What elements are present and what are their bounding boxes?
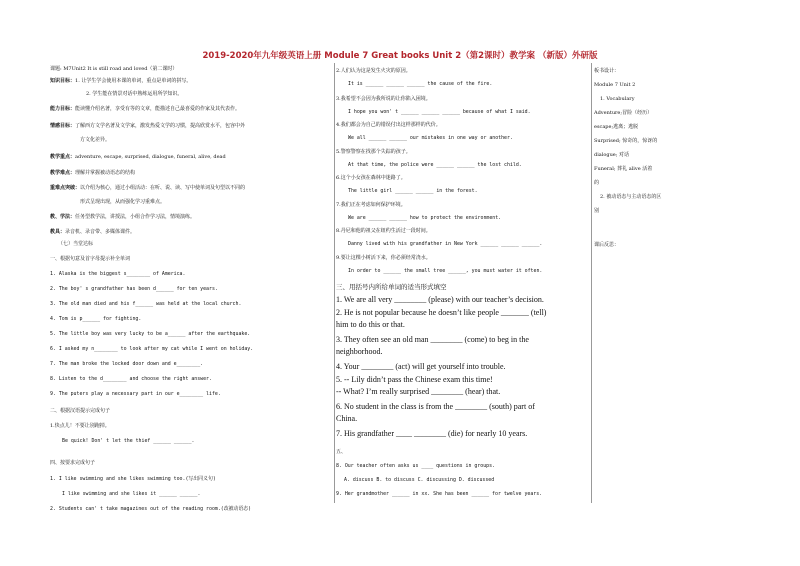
column-divider-left [334, 63, 335, 503]
sentence-answer: Be quick! Don' t let the thief ______ ______. [62, 438, 195, 444]
board-line: 1. Vocabulary [600, 96, 635, 102]
sentence-prompt: 1. I like swimming and she likes swimming too.(写出同义句) [50, 476, 216, 482]
sentence-prompt: 6.这个小女孩在森林中迷路了。 [336, 175, 406, 181]
materials-text: 录音机、录音带、多媒体课件。 [65, 229, 136, 235]
fill-question: -- What? I’m really surprised ________ (hear) that. [336, 387, 501, 396]
fill-question: 1. We are all very ________ (please) with our teacher’s decision. [336, 295, 544, 304]
question: 7. The man broke the locked door down and e________. [50, 361, 204, 367]
sentence-answer: In order to ______ the small tree ______, you must water it often. [348, 268, 543, 274]
sentence-answer: I hope you won' t ______ ______ ______ because of what I said. [348, 109, 531, 115]
board-line: escape;逃离；逃脱 [594, 124, 639, 130]
question: 5. The little boy was very lucky to be a______ after the earthquake. [50, 331, 251, 337]
exercise-heading: 五、 [336, 449, 347, 455]
sentence-answer: The little girl ______ ______ in the forest. [348, 188, 478, 194]
sentence-answer: We all ______ ______ our mistakes in one way or another. [348, 135, 513, 141]
question: 1. Alaska is the biggest s________ of America. [50, 271, 186, 277]
sentence-prompt: 3.我希望不会因为我所说的让你陷入困境。 [336, 96, 431, 102]
sentence-prompt: 8.丹尼和他的祖父在纽约生活过一段时间。 [336, 228, 431, 234]
ability-goal: 能读懂介绍名著，享受有等的文章，能描述自己最喜爱的作家及其代表作。 [75, 106, 241, 112]
board-line: dialogue; 对话 [594, 152, 630, 158]
exercise-column [336, 63, 588, 503]
board-line: 2. 被动语态与主动语态的区 [600, 194, 662, 200]
question: 4. Tom is p______ for fighting. [50, 316, 142, 322]
question: 6. I asked my n________ to look after my cat while I went on holiday. [50, 346, 254, 352]
section-heading: （七）当堂达标 [58, 241, 94, 247]
board-line: 的 [594, 180, 600, 186]
fill-question: 4. Your ________ (act) will get yourself into trouble. [336, 362, 506, 371]
sentence-answer: It is ______ ______ ______ the cause of the fire. [348, 81, 493, 87]
question: 3. The old man died and his f______ was held at the local church. [50, 301, 242, 307]
fill-question: 6. No student in the class is from the ________ (south) part of [336, 402, 535, 411]
question: 9. The puters play a necessary part in our e________ life. [50, 391, 221, 397]
page-title: 2019-2020年九年级英语上册 Module 7 Great books Unit 2（第2课时）教学案 （新版）外研版 [202, 51, 598, 61]
sentence-prompt: 4.我们都会为自己的错误付出这样那样的代价。 [336, 122, 441, 128]
reflection-heading: 课后反思： [594, 242, 620, 248]
method-label: 重难点突破： [50, 185, 81, 191]
fill-question: him to do this or that. [336, 320, 405, 329]
sentence-answer: At that time, the police were ______ ______ the lost child. [348, 162, 522, 168]
sentence-answer: We are ______ ______ how to protect the environment. [348, 215, 502, 221]
fill-question: 3. They often see an old man ________ (come) to beg in the [336, 335, 529, 344]
difficulty-label: 教学难点： [50, 170, 76, 176]
sentence-prompt: 7.我们正在考虑如何保护环境。 [336, 202, 406, 208]
focus-label: 教学重点： [50, 154, 76, 160]
exercise-heading: 四、按要求完成句子 [50, 460, 96, 466]
choice-question: 9. Her grandmother ______ in xx. She has been ______ for twelve years. [336, 491, 543, 497]
difficulty-text: 理解并掌握被动语态的结构 [75, 170, 136, 176]
board-line: Module 7 Unit 2 [594, 82, 636, 88]
sentence-answer: I like swimming and she likes it ______ ______. [62, 491, 201, 497]
choice-question: 8. Our teacher often asks us ____ questions in groups. [336, 463, 495, 469]
sentence-prompt: 5.警察警察在找那个失踪的孩子。 [336, 149, 411, 155]
emotion-goal-1: 了解西方文学名著及文学家，激发热爱文学的习惯，提高欣赏水平，包容中外 [75, 123, 246, 129]
lesson-topic: 课题: M7Unit2 It is still road and loved（第二课时） [50, 66, 178, 72]
fill-question: 2. He is not popular because he doesn’t like people _______ (tell) [336, 308, 547, 317]
lesson-plan-column [50, 63, 332, 512]
board-design-column [594, 63, 686, 503]
board-line: Funeral; 葬礼 alive 活着 [594, 166, 653, 172]
fill-question: neighborhood. [336, 347, 383, 356]
emotion-goal-2: 方文化差异。 [80, 137, 111, 143]
student-method-text: 任务型教学法，讲授法，小组合作学习法，情境演练。 [75, 214, 196, 220]
exercise-heading: 一、根据句意及首字母提示补全单词 [50, 256, 131, 262]
materials-label: 教具： [50, 229, 66, 235]
fill-question: China. [336, 414, 358, 423]
board-heading: 板书设计： [594, 68, 620, 74]
sentence-prompt: 1.快点儿！不要让别跑掉。 [50, 423, 110, 429]
sentence-prompt: 2. Students can' t take magazines out of the reading room.(改被动语态) [50, 506, 252, 512]
emotion-label: 情感目标： [50, 123, 76, 129]
sentence-prompt: 9.要让这棵小树活下来，你必须经常浇水。 [336, 255, 431, 261]
knowledge-label: 知识目标： [50, 78, 76, 84]
board-line: Surprised; 惊奇的，惊讶的 [594, 138, 658, 144]
sentence-answer: Danny lived with his grandfather in New York ______ ______ ______. [348, 241, 543, 247]
board-line: Adventure;冒险（经历） [594, 110, 653, 116]
column-divider-right [591, 63, 592, 503]
method-text-2: 形式呈现出现，从而强化学习重难点。 [80, 199, 166, 205]
ability-label: 能力目标： [50, 106, 76, 112]
knowledge-goal-1: 1. 让学生学会使用本课的单词，重点是单词的拼写。 [75, 78, 192, 84]
exercise-heading: 二、根据汉语提示完成句子 [50, 408, 111, 414]
fill-question: 7. His grandfather ____ ________ (die) for nearly 10 years. [336, 429, 528, 438]
knowledge-goal-2: 2. 学生能在情景对话中熟练运用所学知识。 [86, 91, 183, 97]
sentence-prompt: 2.人们认为这是发生火灾的原因。 [336, 68, 411, 74]
choice-options: A. discuss B. to discuss C. discussing D. discussed [344, 477, 495, 483]
board-line: 别 [594, 208, 600, 214]
method-text-1: 以介绍为核心，通过小组活动：在听、说、读、写中使单词及句型以不同的 [80, 185, 246, 191]
student-method-label: 教、学法： [50, 214, 76, 220]
question: 2. The boy' s grandfather has been d______ for ten years. [50, 286, 218, 292]
fill-question: 5. -- Lily didn’t pass the Chinese exam this time! [336, 375, 493, 384]
focus-vocabulary: adventure, escape, surprised, dialogue, funeral, alive, dead [75, 154, 226, 160]
exercise-heading: 三、用括号内所给单词的适当形式填空 [336, 283, 447, 291]
question: 8. Listen to the d________ and choose the right answer. [50, 376, 212, 382]
